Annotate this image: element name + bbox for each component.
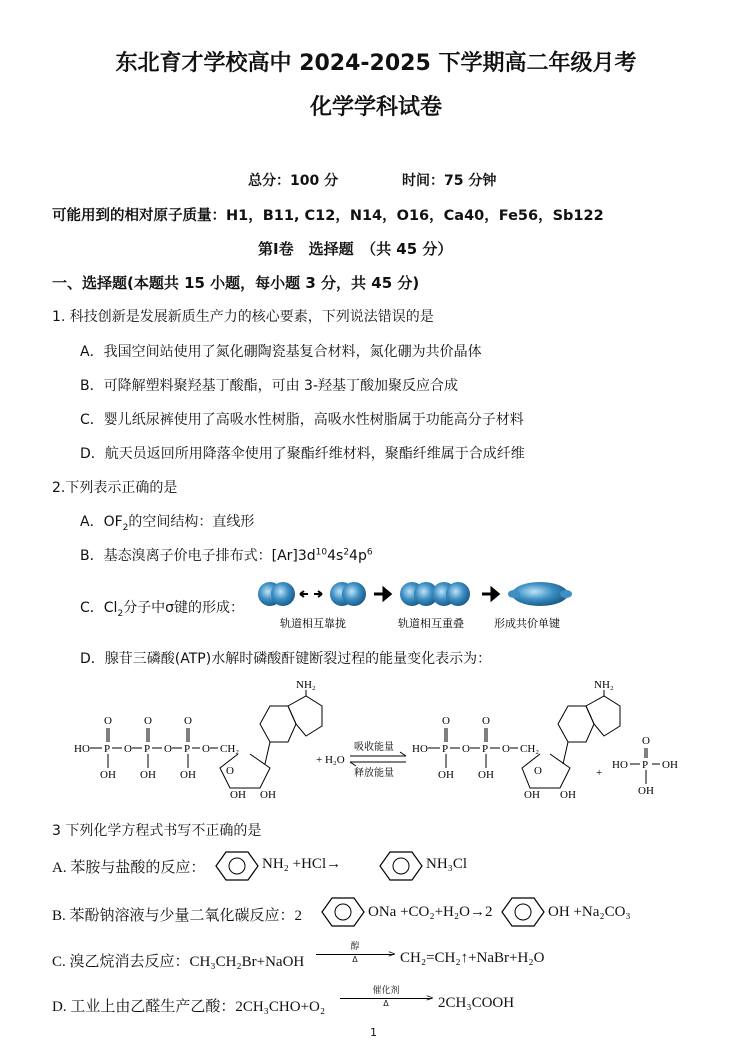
svg-text:OH: OH bbox=[438, 769, 454, 781]
svg-text:HO: HO bbox=[74, 743, 90, 755]
svg-text:O: O bbox=[104, 715, 112, 727]
total-score: 总分：100 分 bbox=[248, 173, 339, 189]
svg-text:O: O bbox=[202, 743, 210, 755]
svg-text:+: + bbox=[596, 767, 603, 779]
svg-text:吸收能量: 吸收能量 bbox=[354, 742, 394, 753]
arrow-icon bbox=[374, 589, 390, 599]
benzene-ring-icon bbox=[320, 894, 366, 930]
q3-c-products: CH₂=CH₂↑+NaBr+H₂O bbox=[400, 950, 545, 966]
svg-text:P: P bbox=[482, 743, 489, 755]
svg-text:O: O bbox=[442, 715, 450, 727]
orbital-overlap-icon bbox=[400, 582, 470, 606]
q3-d-condition-arrow: 催化剂 > Δ bbox=[340, 986, 432, 1009]
svg-text:OH: OH bbox=[180, 769, 196, 781]
svg-text:O: O bbox=[482, 715, 490, 727]
svg-text:CH₂: CH₂ bbox=[220, 743, 240, 755]
q3-d-products: 2CH₃COOH bbox=[438, 995, 515, 1011]
svg-text:OH: OH bbox=[662, 759, 678, 771]
label-approach: 轨道相互靠拢 bbox=[280, 618, 346, 630]
section-title: 一、选择题(本题共 15 小题，每小题 3 分，共 45 分) bbox=[52, 274, 420, 292]
svg-text:P: P bbox=[642, 759, 649, 771]
page-number: 1 bbox=[370, 1026, 377, 1039]
q3-a-reactants: NH₂ +HCl→ bbox=[262, 856, 342, 872]
q3-stem: 3 下列化学方程式书写不正确的是 bbox=[52, 823, 262, 839]
svg-text:O: O bbox=[144, 715, 152, 727]
svg-text:P: P bbox=[144, 743, 151, 755]
svg-text:OH: OH bbox=[260, 789, 276, 801]
svg-text:OH: OH bbox=[524, 789, 540, 801]
svg-text:O: O bbox=[164, 743, 172, 755]
q2-option-d: D．腺苷三磷酸(ATP)水解时磷酸酐键断裂过程的能量变化表示为： bbox=[80, 651, 492, 667]
atp-hydrolysis-diagram bbox=[60, 672, 700, 812]
q3-option-a: A. 苯胺与盐酸的反应： bbox=[52, 860, 206, 876]
svg-text:P: P bbox=[442, 743, 449, 755]
q2-stem: 2.下列表示正确的是 bbox=[52, 480, 178, 496]
svg-text:O: O bbox=[462, 743, 470, 755]
exam-subtitle: 化学学科试卷 bbox=[309, 95, 442, 120]
q3-option-c: C. 溴乙烷消去反应：CH₃CH₂Br+NaOH bbox=[52, 954, 305, 970]
svg-text:NH₂: NH₂ bbox=[594, 679, 614, 691]
atomic-masses: 可能用到的相对原子质量：H1，B11, C12，N14，O16，Ca40，Fe56，Sb122 bbox=[52, 208, 604, 224]
svg-text:O: O bbox=[642, 735, 650, 747]
svg-text:O: O bbox=[124, 743, 132, 755]
benzene-ring-icon bbox=[214, 848, 260, 884]
svg-text:O: O bbox=[226, 765, 234, 777]
q3-option-d: D. 工业上由乙醛生产乙酸：2CH₃CHO+O₂ bbox=[52, 999, 326, 1015]
svg-text:O: O bbox=[502, 743, 510, 755]
label-single-bond: 形成共价单键 bbox=[494, 618, 560, 630]
svg-text:OH: OH bbox=[100, 769, 116, 781]
q2-option-a: A．$OF_2$的空间结构：直线形 bbox=[80, 514, 255, 533]
q1-option-b: B．可降解塑料聚羟基丁酸酯，可由 3-羟基丁酸加聚反应合成 bbox=[80, 378, 459, 394]
exam-time: 时间：75 分钟 bbox=[402, 173, 497, 189]
benzene-ring-icon bbox=[378, 848, 424, 884]
q1-stem: 1. 科技创新是发展新质生产力的核心要素，下列说法错误的是 bbox=[52, 309, 434, 325]
arrow-icon bbox=[482, 589, 498, 599]
q2-option-b: B．基态溴离子价电子排布式：$[Ar]3d^{10}4s^24p^6$ bbox=[80, 547, 373, 564]
q1-option-d: D．航天员返回所用降落伞使用了聚酯纤维材料，聚酯纤维属于合成纤维 bbox=[80, 446, 525, 462]
svg-text:OH: OH bbox=[140, 769, 156, 781]
q3-a-product: NH₃Cl bbox=[426, 856, 468, 872]
svg-text:P: P bbox=[104, 743, 111, 755]
covalent-bond-icon bbox=[508, 582, 572, 606]
q2-option-c: C．$Cl_2$分子中σ键的形成： bbox=[80, 600, 245, 619]
q3-b-reactants: ONa +CO₂+H₂O→2 bbox=[368, 904, 493, 920]
svg-text:NH₂: NH₂ bbox=[296, 679, 316, 691]
label-overlap: 轨道相互重叠 bbox=[398, 618, 464, 630]
svg-text:HO: HO bbox=[412, 743, 428, 755]
svg-text:O: O bbox=[534, 765, 542, 777]
svg-text:+ H₂O: + H₂O bbox=[316, 754, 345, 766]
svg-text:OH: OH bbox=[560, 789, 576, 801]
exam-title: 东北育才学校高中 2024-2025 下学期高二年级月考 bbox=[115, 51, 637, 76]
orbital-approach-icon bbox=[258, 582, 366, 606]
q1-option-a: A．我国空间站使用了氮化硼陶瓷基复合材料，氮化硼为共价晶体 bbox=[80, 344, 482, 360]
volume-title: 第Ⅰ卷 选择题 （共 45 分） bbox=[258, 240, 453, 258]
svg-text:P: P bbox=[184, 743, 191, 755]
svg-text:HO: HO bbox=[612, 759, 628, 771]
svg-text:OH: OH bbox=[230, 789, 246, 801]
q1-option-c: C．婴儿纸尿裤使用了高吸水性树脂，高吸水性树脂属于功能高分子材料 bbox=[80, 412, 524, 428]
svg-text:释放能量: 释放能量 bbox=[354, 768, 394, 779]
sigma-bond-diagram bbox=[250, 578, 590, 634]
q3-option-b: B. 苯酚钠溶液与少量二氧化碳反应：2 bbox=[52, 908, 303, 924]
svg-text:OH: OH bbox=[478, 769, 494, 781]
svg-text:OH: OH bbox=[638, 785, 654, 797]
svg-text:CH₂: CH₂ bbox=[520, 743, 540, 755]
q3-b-products: OH +Na₂CO₃ bbox=[548, 904, 631, 920]
q3-c-condition-arrow: 醇 > Δ bbox=[316, 942, 394, 965]
benzene-ring-icon bbox=[500, 894, 546, 930]
svg-text:O: O bbox=[184, 715, 192, 727]
